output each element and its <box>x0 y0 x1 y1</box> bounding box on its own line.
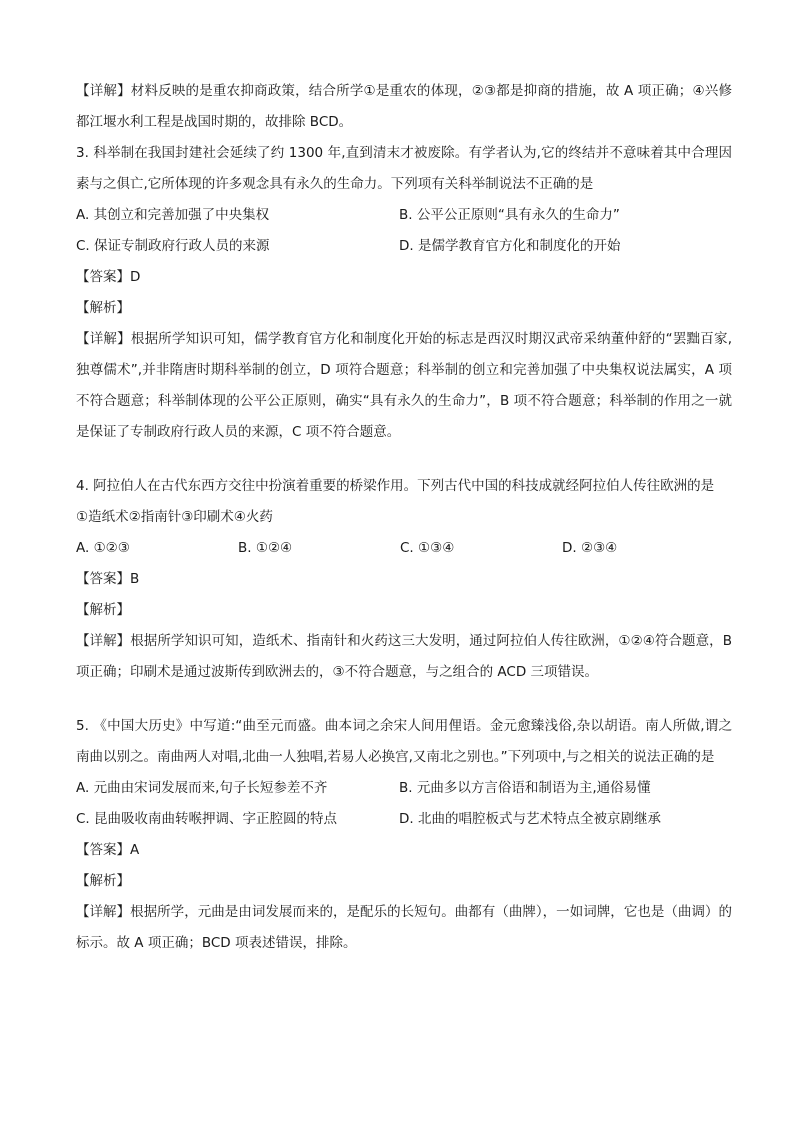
q4-option-d: D. ②③④ <box>562 540 618 556</box>
q3-options-row-2 <box>76 231 732 262</box>
q4-analysis: 【解析】 <box>76 602 130 618</box>
q5-detail: 【详解】根据所学，元曲是由词发展而来的，是配乐的长短句。曲都有（曲牌），一如词牌，它也是（曲调）的标示。故 A 项正确；BCD 项表述错误，排除。 <box>76 904 732 951</box>
q4-answer: 【答案】B <box>76 571 140 587</box>
q3-detail: 【详解】根据所学知识可知，儒学教育官方化和制度化开始的标志是西汉时期汉武帝采纳董仲舒的“罢黜百家,独尊儒术”,并非隋唐时期科举制的创立，D 项符合题意；科举制的创立和完善加强了中央集权说法属实，A 项不符合题意；科举制体现的公平公正原则，确实“具有永久的生命力”，B 项不符合题意；科举制的作用之一就是保证了专制政府行政人员的来源，C 项不符合题意。 <box>76 331 732 440</box>
q5-answer: 【答案】A <box>76 842 140 858</box>
q5-option-b: B. 元曲多以方言俗语和制语为主,通俗易懂 <box>399 780 651 796</box>
q3-stem: 3. 科举制在我国封建社会延续了约 1300 年,直到清末才被废除。有学者认为,它的终结并不意味着其中合理因素与之俱亡,它所体现的许多观念具有永久的生命力。下列项有关科举制说法不正确的是 <box>76 145 732 192</box>
q4-option-b: B. ①②④ <box>238 540 293 556</box>
q2-detail: 【详解】材料反映的是重农抑商政策，结合所学①是重农的体现，②③都是抑商的措施，故 A 项正确；④兴修都江堰水利工程是战国时期的，故排除 BCD。 <box>76 83 732 130</box>
q3-answer: 【答案】D <box>76 269 141 285</box>
q3-option-a: A. 其创立和完善加强了中央集权 <box>76 207 270 223</box>
q5-option-c: C. 昆曲吸收南曲转喉押调、字正腔圆的特点 <box>76 811 338 827</box>
q5-analysis: 【解析】 <box>76 873 130 889</box>
spacer <box>76 448 732 471</box>
q4-option-c: C. ①③④ <box>400 540 455 556</box>
q3-option-c: C. 保证专制政府行政人员的来源 <box>76 238 270 254</box>
q4-items: ①造纸术②指南针③印刷术④火药 <box>76 509 273 525</box>
q3-options-row-1 <box>76 200 732 231</box>
q4-options-row <box>76 533 732 564</box>
q5-stem: 5. 《中国大历史》中写道:“曲至元而盛。曲本词之余宋人间用俚语。金元愈臻浅俗,杂以胡语。南人所做,谓之南曲以别之。南曲两人对唱,北曲一人独唱,若易人必换宫,又南北之别也。”下列项中,与之相关的说法正确的是 <box>76 718 732 765</box>
q5-options-row-1 <box>76 773 732 804</box>
q5-option-d: D. 北曲的唱腔板式与艺术特点全被京剧继承 <box>399 811 661 827</box>
q4-detail: 【详解】根据所学知识可知，造纸术、指南针和火药这三大发明，通过阿拉伯人传往欧洲，①②④符合题意，B 项正确；印刷术是通过波斯传到欧洲去的，③不符合题意，与之组合的 ACD 三项错误。 <box>76 633 732 680</box>
q3-analysis: 【解析】 <box>76 300 130 316</box>
q3-option-b: B. 公平公正原则“具有永久的生命力” <box>399 207 620 223</box>
spacer <box>76 688 732 711</box>
q5-options-row-2 <box>76 804 732 835</box>
q4-option-a: A. ①②③ <box>76 540 130 556</box>
q3-option-d: D. 是儒学教育官方化和制度化的开始 <box>399 238 621 254</box>
q5-option-a: A. 元曲由宋词发展而来,句子长短参差不齐 <box>76 780 328 796</box>
q4-stem: 4. 阿拉伯人在古代东西方交往中扮演着重要的桥梁作用。下列古代中国的科技成就经阿拉伯人传往欧洲的是 <box>76 478 715 494</box>
document-page <box>76 76 732 959</box>
